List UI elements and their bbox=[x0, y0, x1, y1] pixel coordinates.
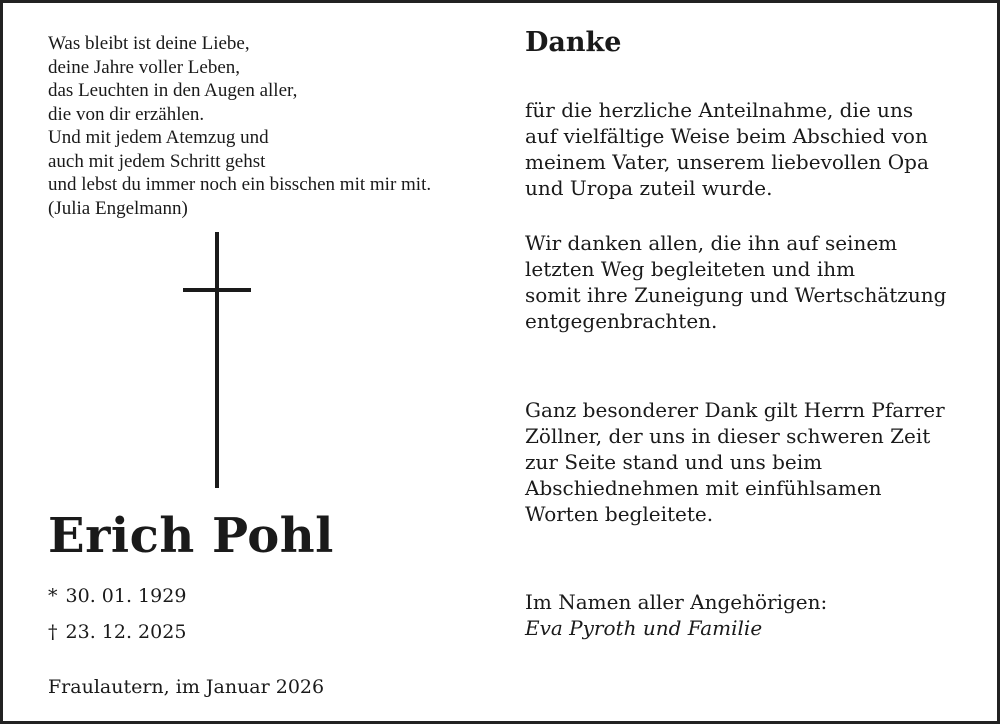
text-line: entgegenbrachten. bbox=[525, 309, 718, 333]
text-line: somit ihre Zuneigung und Wertschätzung bbox=[525, 283, 947, 307]
text-line: Abschiednehmen mit einfühlsamen bbox=[525, 476, 882, 500]
birth-date: 30. 01. 1929 bbox=[65, 585, 187, 607]
poem-line: Und mit jedem Atemzug und bbox=[48, 127, 269, 148]
birth-date-row bbox=[48, 578, 186, 614]
death-date-row bbox=[48, 614, 186, 650]
text-line: meinem Vater, unserem liebevollen Opa bbox=[525, 150, 929, 174]
thanks-paragraph-2 bbox=[525, 230, 985, 334]
poem-line: auch mit jedem Schritt gehst bbox=[48, 150, 266, 172]
poem bbox=[48, 32, 518, 220]
birth-mark: * bbox=[48, 585, 58, 607]
text-line: auf vielfältige Weise beim Abschied von bbox=[525, 124, 928, 148]
poem-author: (Julia Engelmann) bbox=[48, 197, 188, 219]
text-line: Ganz besonderer Dank gilt Herrn Pfarrer bbox=[525, 398, 945, 422]
death-date: 23. 12. 2025 bbox=[65, 621, 187, 643]
poem-line: das Leuchten in den Augen aller, bbox=[48, 80, 298, 101]
text-line: und Uropa zuteil wurde. bbox=[525, 176, 773, 200]
poem-line: Was bleibt ist deine Liebe, bbox=[48, 33, 250, 54]
thanks-paragraph-1 bbox=[525, 97, 985, 201]
death-mark: † bbox=[48, 621, 58, 643]
text-line: für die herzliche Anteilnahme, die uns bbox=[525, 98, 914, 122]
thanks-heading: Danke bbox=[525, 27, 622, 58]
poem-line: und lebst du immer noch ein bisschen mit mir mit. bbox=[48, 174, 432, 195]
signature-block bbox=[525, 589, 827, 641]
text-line: letzten Weg begleiteten und ihm bbox=[525, 257, 856, 281]
family-signature: Eva Pyroth und Familie bbox=[525, 616, 763, 640]
poem-line: deine Jahre voller Leben, bbox=[48, 56, 241, 78]
poem-line: die von dir erzählen. bbox=[48, 103, 205, 125]
signoff-line: Im Namen aller Angehörigen: bbox=[525, 590, 828, 614]
deceased-name: Erich Pohl bbox=[48, 508, 334, 564]
life-dates bbox=[48, 578, 186, 650]
thanks-paragraph-3 bbox=[525, 397, 985, 527]
text-line: zur Seite stand und uns beim bbox=[525, 450, 823, 474]
text-line: Worten begleitete. bbox=[525, 502, 714, 526]
place-and-date: Fraulautern, im Januar 2026 bbox=[48, 676, 325, 698]
text-line: Zöllner, der uns in dieser schweren Zeit bbox=[525, 424, 931, 448]
text-line: Wir danken allen, die ihn auf seinem bbox=[525, 231, 898, 255]
cross-icon bbox=[183, 232, 251, 488]
